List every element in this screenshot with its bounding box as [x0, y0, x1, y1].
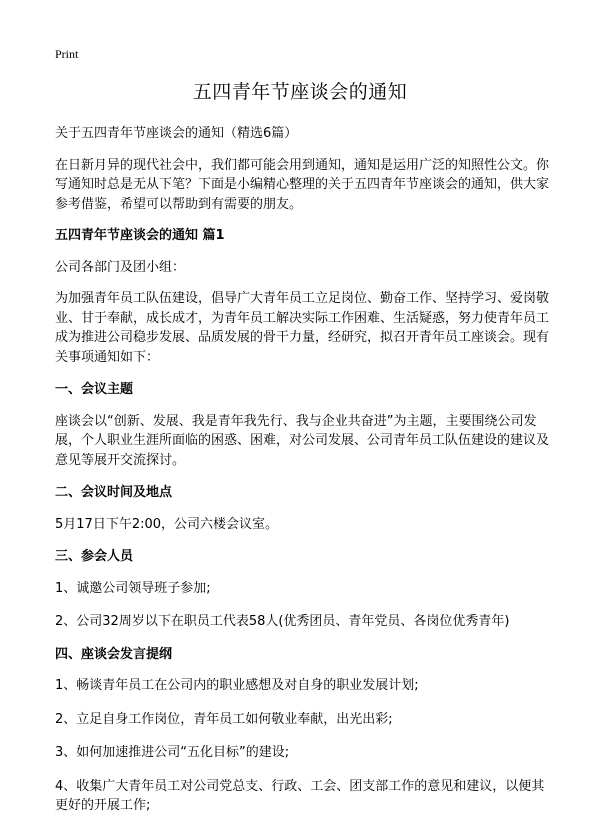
section-heading-outline: 四、座谈会发言提纲	[55, 646, 173, 662]
section-theme-text: 座谈会以“创新、发展、我是青年我先行、我与企业共奋进”为主题，主要围绕公司发展，个人职业生涯所面临的困惑、困难，对公司发展、公司青年员工队伍建设的建议及意见等展开交流探讨。	[55, 413, 550, 468]
body-intro-paragraph: 为加强青年员工队伍建设，倡导广大青年员工立足岗位、勤奋工作、坚持学习、爱岗敬业、甘于奉献，成长成才，为青年员工解决实际工作困难、生活疑惑，努力使青年员工成为推进公司稳步发展、品质发展的骨干力量，经研究，拟召开青年员工座谈会。现有关事项通知如下：	[55, 291, 550, 365]
section-time-place-text: 5月17日下午2:00，公司六楼会议室。	[55, 516, 279, 532]
salutation: 公司各部门及团小组：	[55, 259, 186, 275]
subtitle: 关于五四青年节座谈会的通知（精选6篇）	[55, 126, 298, 141]
list-item: 2、立足自身工作岗位，青年员工如何敬业奉献，出光出彩;	[55, 711, 393, 727]
section-heading-time-place: 二、会议时间及地点	[55, 485, 173, 500]
section-heading-theme: 一、会议主题	[55, 382, 134, 397]
list-item: 1、诚邀公司领导班子参加;	[55, 580, 211, 596]
list-item: 4、收集广大青年员工对公司党总支、行政、工会、团支部工作的意见和建议，以便其更好的开展工作;	[55, 778, 545, 813]
print-link[interactable]: Print	[55, 47, 79, 61]
page-title: 五四青年节座谈会的通知	[192, 81, 408, 103]
list-item: 2、公司32周岁以下在职员工代表58人(优秀团员、青年党员、各岗位优秀青年)	[55, 614, 510, 629]
section-heading-attendees: 三、参会人员	[55, 549, 134, 564]
document-body	[55, 124, 551, 816]
intro-paragraph: 在日新月异的现代社会中，我们都可能会用到通知，通知是运用广泛的知照性公文。你写通知时总是无从下笔？下面是小编精心整理的关于五四青年节座谈会的通知，供大家参考借鉴，希望可以帮助到有需要的朋友。	[55, 157, 550, 212]
article-heading: 五四青年节座谈会的通知 篇1	[55, 228, 225, 243]
list-item: 3、如何加速推进公司“五化目标”的建设;	[55, 745, 290, 760]
list-item: 1、畅谈青年员工在公司内的职业感想及对自身的职业发展计划;	[55, 678, 419, 693]
